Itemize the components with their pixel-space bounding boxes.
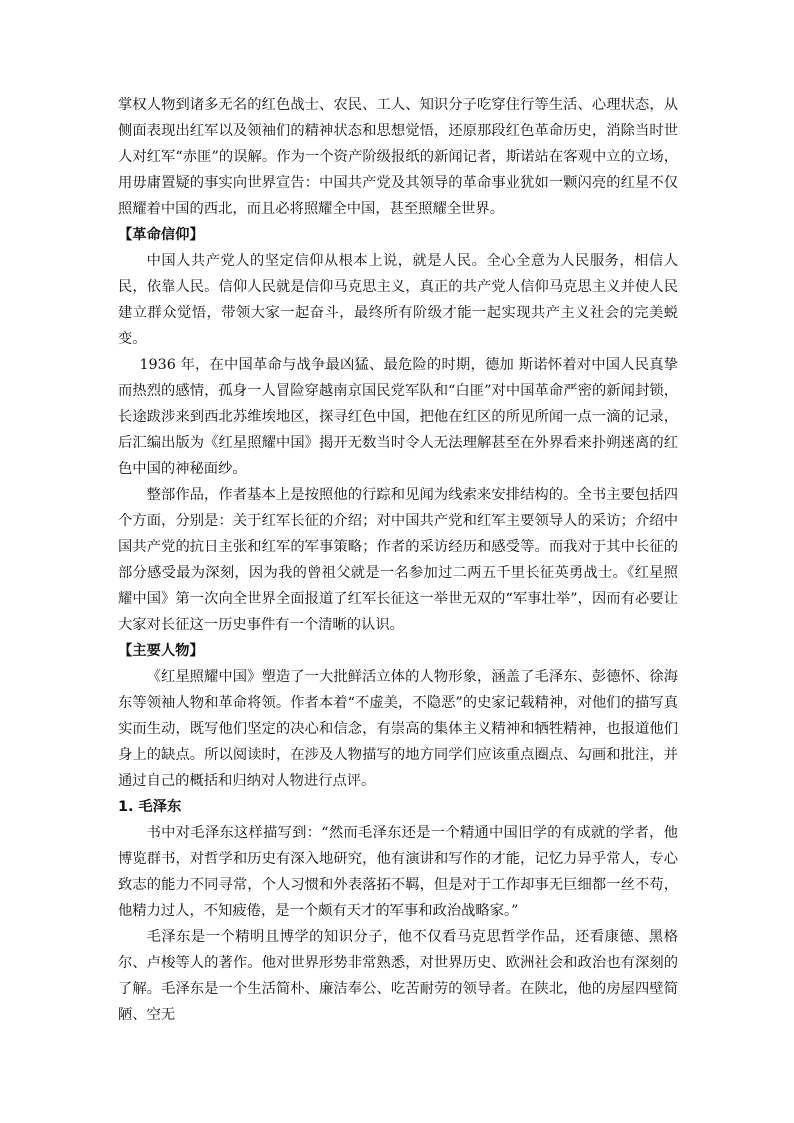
paragraph-snow-journey: 1936 年，在中国革命与战争最凶猛、最危险的时期，德加 斯诺怀着对中国人民真挚而热烈的感情，孤身一人冒险穿越南京国民党军队和“白匪”对中国革命严密的新闻封锁，长途跋涉来到西北苏维埃地区，探寻红色中国，把他在红区的所见所闻一点一滴的记录，后汇编出版为《红星照耀中国》揭开无数当时令人无法理解甚至在外界看来扑朔迷离的红色中国的神秘面纱。	[118, 357, 678, 477]
section-heading-revolutionary-faith: 【革命信仰】	[118, 227, 204, 243]
paragraph-intro-continued: 掌权人物到诸多无名的红色战士、农民、工人、知识分子吃穿住行等生活、心理状态，从侧面表现出红军以及领袖们的精神状态和思想觉悟，还原那段红色革命历史，消除当时世人对红军“赤匪”的误解。作为一个资产阶级报纸的新闻记者，斯诺站在客观中立的立场，用毋庸置疑的事实向世界宣告：中国共产党及其领导的革命事业犹如一颗闪亮的红星不仅照耀着中国的西北，而且必将照耀全中国，甚至照耀全世界。	[118, 97, 678, 217]
document-page	[118, 92, 678, 1028]
paragraph-book-structure: 整部作品，作者基本上是按照他的行踪和见闻为线索来安排结构的。全书主要包括四个方面，分别是：关于红军长征的介绍；对中国共产党和红军主要领导人的采访；介绍中国共产党的抗日主张和红军的军事策略；作者的采访经历和感受等。而我对于其中长征的部分感受最为深刻，因为我的曾祖父就是一名参加过二两五千里长征英勇战士。《红星照耀中国》第一次向全世界全面报道了红军长征这一举世无双的“军事壮举”，因而有必要让大家对长征这一历史事件有一个清晰的认识。	[118, 487, 678, 633]
paragraph-mao-description: 毛泽东是一个精明且博学的知识分子，他不仅看马克思哲学作品，还看康德、黑格尔、卢梭等人的著作。他对世界形势非常熟悉，对世界历史、欧洲社会和政治也有深刻的了解。毛泽东是一个生活简朴、廉洁奉公、吃苦耐劳的领导者。在陕北，他的房屋四壁简陋、空无	[118, 929, 678, 1023]
paragraph-faith-people: 中国人共产党人的坚定信仰从根本上说，就是人民。全心全意为人民服务，相信人民，依靠人民。信仰人民就是信仰马克思主义，真正的共产党人信仰马克思主义并使人民建立群众觉悟，带领大家一起奋斗，最终所有阶级才能一起实现共产主义社会的完美蜕变。	[118, 253, 678, 347]
section-heading-main-characters: 【主要人物】	[118, 643, 204, 659]
subheading-mao-zedong: 1. 毛泽东	[118, 799, 182, 815]
paragraph-character-overview: 《红星照耀中国》塑造了一大批鲜活立体的人物形象，涵盖了毛泽东、彭德怀、徐海东等领袖人物和革命将领。作者本着“不虚美，不隐恶”的史家记载精神，对他们的描写真实而生动，既写他们坚定的决心和信念，有崇高的集体主义精神和牺牲精神，也报道他们身上的缺点。所以阅读时，在涉及人物描写的地方同学们应该重点圈点、勾画和批注，并通过自己的概括和归纳对人物进行点评。	[118, 669, 678, 789]
paragraph-mao-quote: 书中对毛泽东这样描写到：“然而毛泽东还是一个精通中国旧学的有成就的学者，他博览群书，对哲学和历史有深入地研究，他有演讲和写作的才能，记忆力异乎常人，专心致志的能力不同寻常，个人习惯和外表落拓不羁，但是对于工作却事无巨细都一丝不苟，他精力过人，不知疲倦，是一个颇有天才的军事和政治战略家。”	[118, 825, 678, 919]
